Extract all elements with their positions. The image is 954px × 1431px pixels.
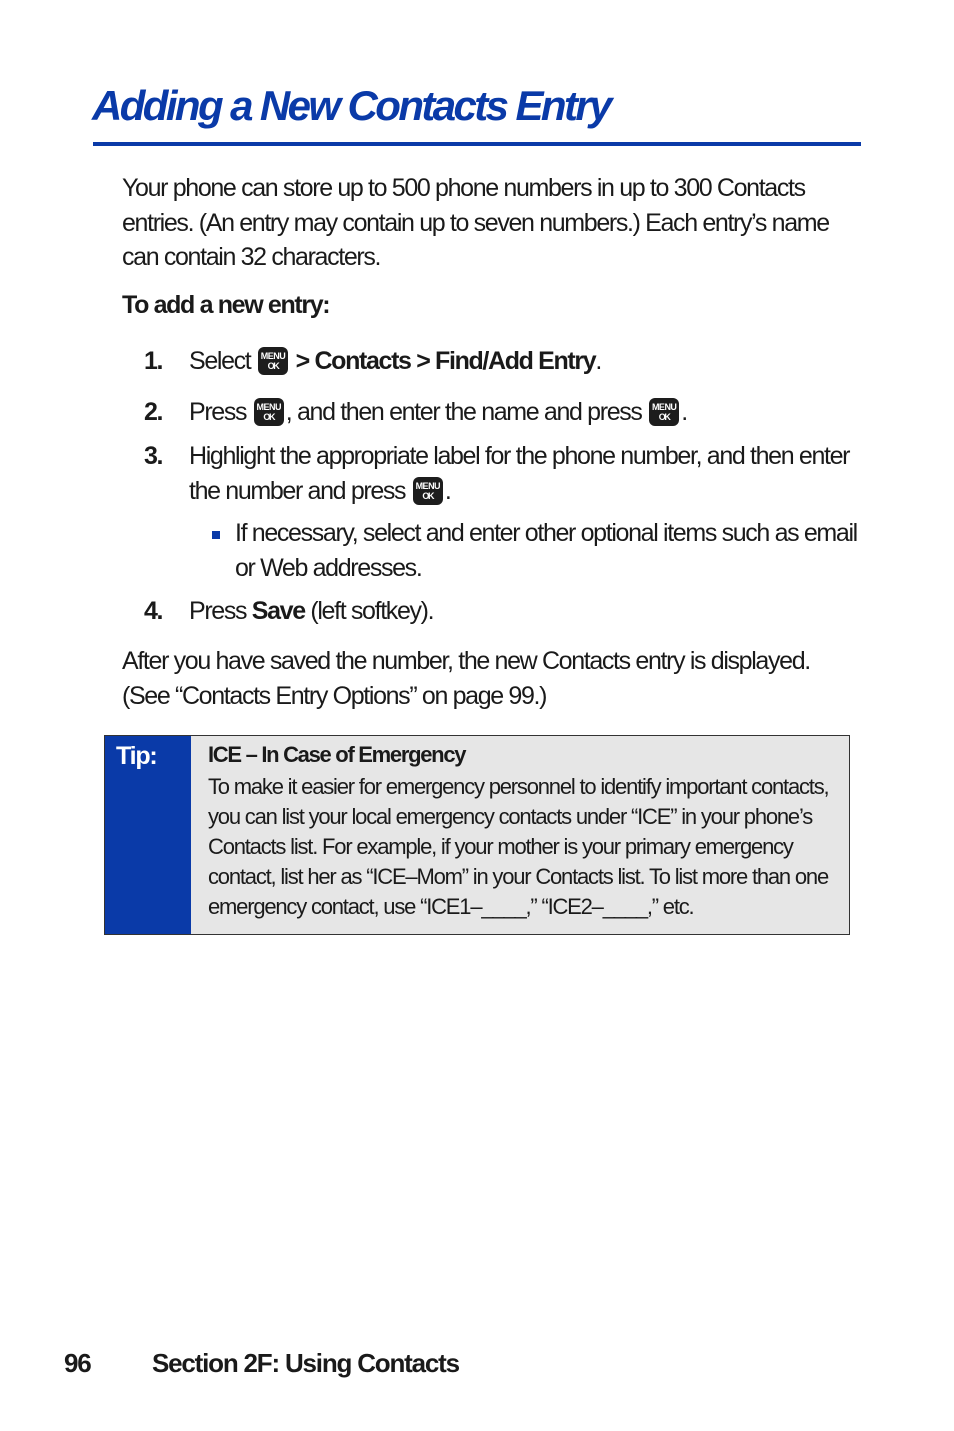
intro-line: can contain 32 characters.	[122, 243, 381, 271]
step-text: Select MENU OK > Contacts > Find/Add Entry.	[189, 344, 601, 379]
page-title: Adding a New Contacts Entry	[92, 82, 610, 129]
tip-line: emergency contact, use “ICE1–____,” “ICE2–____,” etc.	[208, 894, 694, 919]
tip-title: ICE – In Case of Emergency	[208, 742, 466, 767]
after-line: After you have saved the number, the new Contacts entry is displayed.	[122, 647, 810, 675]
tip-line: you can list your local emergency contacts under “ICE” in your phone’s	[208, 804, 813, 829]
procedure-heading: To add a new entry:	[122, 291, 330, 319]
save-softkey-label: Save	[251, 597, 305, 625]
bullet-text: If necessary, select and enter other optional items such as email or Web addresses.	[235, 519, 857, 582]
step-number: 2.	[144, 398, 163, 426]
intro-paragraph	[122, 171, 829, 275]
step-text: Press MENU OK , and then enter the name and press MENU OK .	[189, 395, 687, 430]
tip-text	[208, 772, 828, 922]
step-number: 3.	[144, 442, 163, 470]
menu-path: > Contacts > Find/Add Entry	[295, 347, 596, 375]
menu-ok-key-icon	[413, 477, 443, 505]
after-paragraph	[122, 644, 810, 713]
step-number: 4.	[144, 597, 163, 625]
tip-line: Contacts list. For example, if your mother is your primary emergency	[208, 834, 793, 859]
bullet-square-icon	[212, 531, 220, 539]
tip-line: contact, list her as “ICE–Mom” in your Contacts list. To list more than one	[208, 864, 828, 889]
intro-line: Your phone can store up to 500 phone numbers in up to 300 Contacts	[122, 174, 805, 202]
title-underline	[93, 142, 861, 146]
step-number: 1.	[144, 347, 163, 375]
menu-ok-key-icon	[254, 398, 284, 426]
tip-line: To make it easier for emergency personnel to identify important contacts,	[208, 774, 829, 799]
step-text: Press Save (left softkey).	[189, 597, 434, 625]
tip-label: Tip:	[116, 742, 157, 770]
after-line: (See “Contacts Entry Options” on page 99.)	[122, 681, 547, 710]
tip-box	[104, 735, 850, 935]
step-text: Highlight the appropriate label for the phone number, and then enter the number and press MENU OK .	[189, 439, 849, 508]
tip-label-panel	[105, 736, 191, 934]
menu-ok-key-icon	[649, 398, 679, 426]
menu-ok-key-icon	[258, 347, 288, 375]
page-number: 96	[64, 1348, 91, 1378]
intro-line: entries. (An entry may contain up to seven numbers.) Each entry’s name	[122, 208, 829, 237]
section-title: Section 2F: Using Contacts	[152, 1348, 459, 1378]
